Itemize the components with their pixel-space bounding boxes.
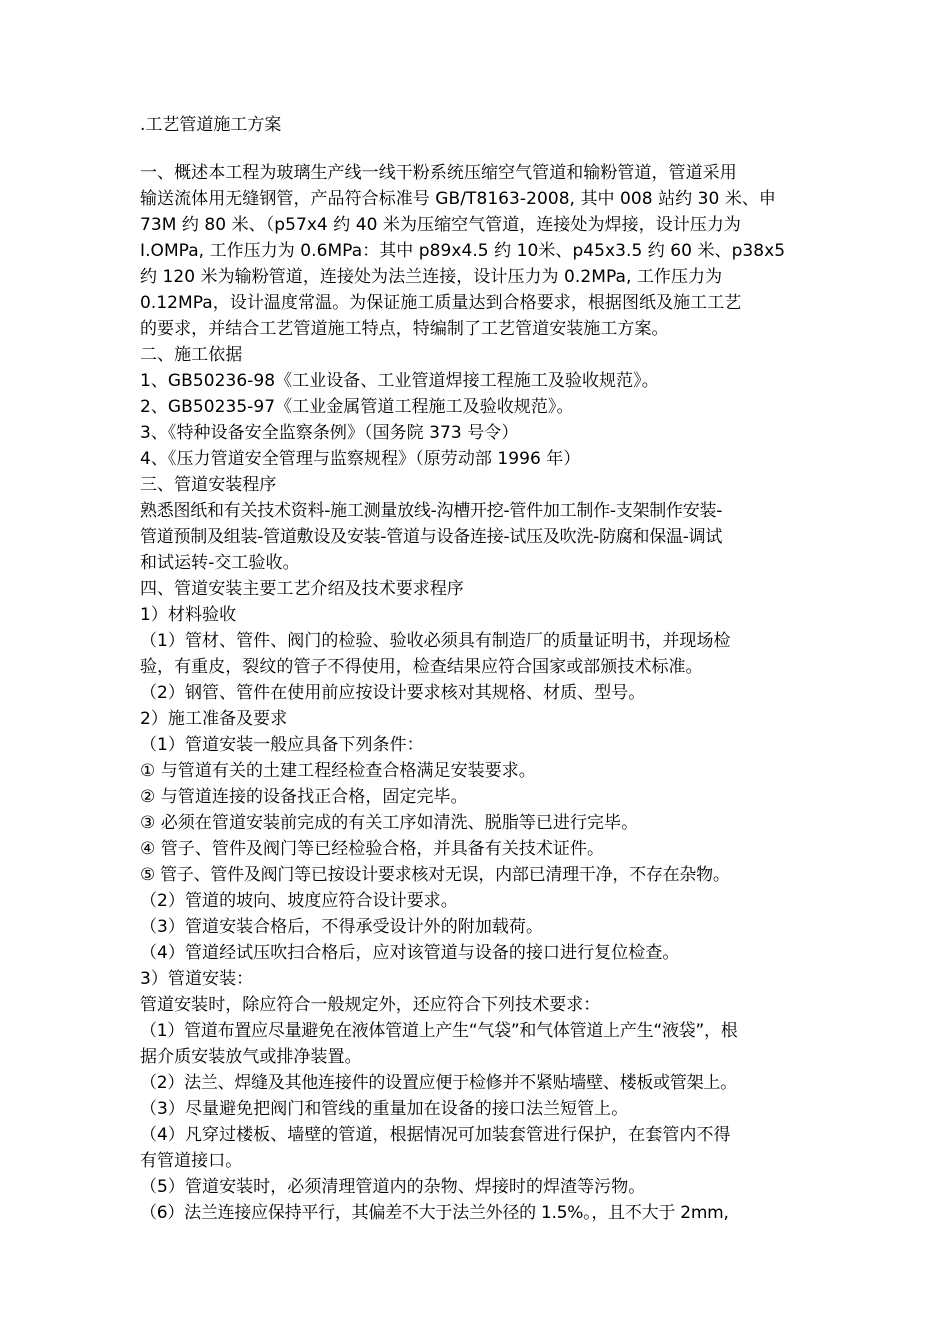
paragraph-line: 验，有重皮，裂纹的管子不得使用，检查结果应符合国家或部颁技术标准。 <box>140 657 703 677</box>
paragraph-line: （1）管材、管件、阀门的检验、验收必须具有制造厂的质量证明书，并现场检 <box>140 631 731 651</box>
paragraph-line: （2）钢管、管件在使用前应按设计要求核对其规格、材质、型号。 <box>140 683 646 703</box>
list-item: 4、《压力管道安全管理与监察规程》（原劳动部 1996 年） <box>140 449 581 469</box>
paragraph-line: 据介质安装放气或排净装置。 <box>140 1047 362 1067</box>
paragraph-line: 一、概述本工程为玻璃生产线一线干粉系统压缩空气管道和输粉管道，管道采用 <box>140 163 737 183</box>
paragraph-line: 73M 约 80 米、（p57x4 约 40 米为压缩空气管道，连接处为焊接，设计压力为 <box>140 215 741 235</box>
paragraph-line: 管道安装时，除应符合一般规定外，还应符合下列技术要求： <box>140 995 601 1015</box>
paragraph-line: 熟悉图纸和有关技术资料-施工测量放线-沟槽开挖-管件加工制作-支架制作安装- <box>140 501 723 521</box>
paragraph-line: （1）管道布置应尽量避免在液体管道上产生“气袋”和气体管道上产生“液袋”，根 <box>140 1021 738 1041</box>
section-heading: 三、管道安装程序 <box>140 475 277 495</box>
paragraph-line: （2）法兰、焊缝及其他连接件的设置应便于检修并不紧贴墙壁、楼板或管架上。 <box>140 1073 737 1093</box>
list-item: 3、《特种设备安全监察条例》（国务院 373 号令） <box>140 423 519 443</box>
paragraph-line: 管道预制及组装-管道敷设及安装-管道与设备连接-试压及吹洗-防腐和保温-调试 <box>140 527 723 547</box>
paragraph-line: 和试运转-交工验收。 <box>140 553 300 573</box>
list-item: ② 与管道连接的设备找正合格，固定完毕。 <box>140 787 468 807</box>
paragraph-line: （3）管道安装合格后，不得承受设计外的附加载荷。 <box>140 917 544 937</box>
paragraph-line: （4）凡穿过楼板、墙壁的管道，根据情况可加装套管进行保护，在套管内不得 <box>140 1125 731 1145</box>
subsection-heading: 2）施工准备及要求 <box>140 709 288 729</box>
list-item: 2、GB50235-97《工业金属管道工程施工及验收规范》。 <box>140 397 574 417</box>
document-title: .工艺管道施工方案 <box>140 115 282 135</box>
paragraph-line: 约 120 米为输粉管道，连接处为法兰连接，设计压力为 0.2MPa, 工作压力为 <box>140 267 723 287</box>
subsection-heading: 1）材料验收 <box>140 605 237 625</box>
list-item: 1、GB50236-98《工业设备、工业管道焊接工程施工及验收规范》。 <box>140 371 659 391</box>
document-body <box>140 160 820 1226</box>
paragraph-line: （4）管道经试压吹扫合格后，应对该管道与设备的接口进行复位检查。 <box>140 943 680 963</box>
paragraph-line: （2）管道的坡向、坡度应符合设计要求。 <box>140 891 458 911</box>
paragraph-line: （3）尽量避免把阀门和管线的重量加在设备的接口法兰短管上。 <box>140 1099 629 1119</box>
paragraph-line: （5）管道安装时，必须清理管道内的杂物、焊接时的焊渣等污物。 <box>140 1177 646 1197</box>
paragraph-line: 0.12MPa，设计温度常温。为保证施工质量达到合格要求，根据图纸及施工工艺 <box>140 293 742 313</box>
paragraph-line: （6）法兰连接应保持平行，其偏差不大于法兰外径的 1.5%。，且不大于 2mm, <box>140 1203 729 1223</box>
paragraph-line: I.OMPa, 工作压力为 0.6MPa：其中 p89x4.5 约 10米、p45x3.5 约 60 米、p38x5 <box>140 241 786 261</box>
paragraph-line: 有管道接口。 <box>140 1151 243 1171</box>
section-heading: 二、施工依据 <box>140 345 243 365</box>
list-item: ⑤ 管子、管件及阀门等已按设计要求核对无误，内部已清理干净，不存在杂物。 <box>140 865 730 885</box>
section-heading: 四、管道安装主要工艺介绍及技术要求程序 <box>140 579 464 599</box>
paragraph-line: 输送流体用无缝钢管，产品符合标准号 GB/T8163-2008, 其中 008 站约 30 米、申 <box>140 189 776 209</box>
subsection-heading: 3）管道安装： <box>140 969 254 989</box>
list-item: ③ 必须在管道安装前完成的有关工序如清洗、脱脂等已进行完毕。 <box>140 813 639 833</box>
paragraph-line: 的要求，并结合工艺管道施工特点，特编制了工艺管道安装施工方案。 <box>140 319 669 339</box>
paragraph-line: （1）管道安装一般应具备下列条件： <box>140 735 424 755</box>
list-item: ④ 管子、管件及阀门等已经检验合格，并具备有关技术证件。 <box>140 839 605 859</box>
list-item: ① 与管道有关的土建工程经检查合格满足安装要求。 <box>140 761 536 781</box>
